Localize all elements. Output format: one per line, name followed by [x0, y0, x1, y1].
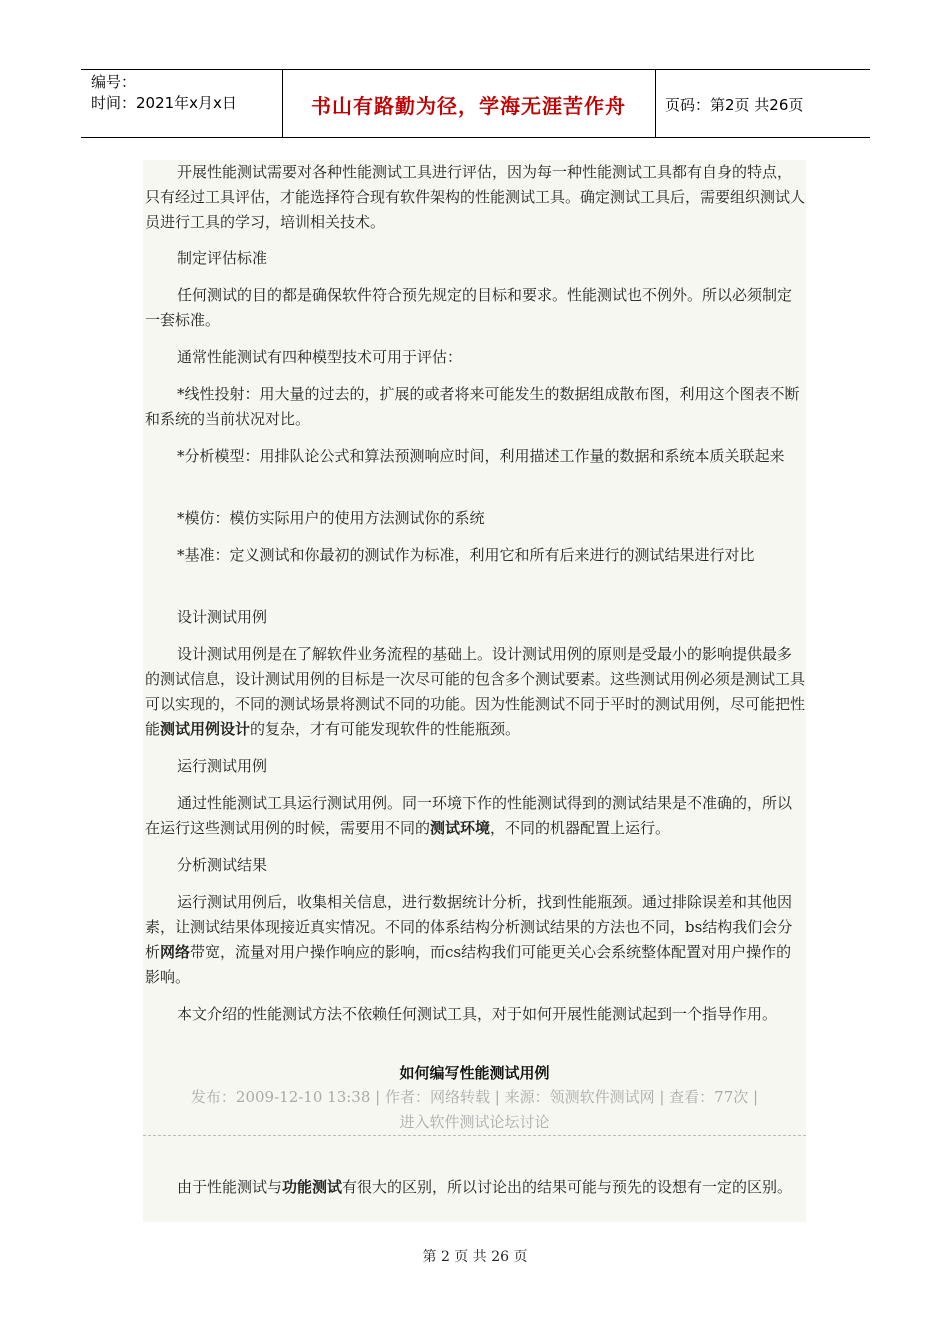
paragraph-performance-vs-functional: [145, 1175, 805, 1200]
header-divider-right: [655, 70, 656, 137]
paragraph-design-cases: [145, 642, 805, 742]
document-body: [143, 160, 806, 1222]
header-meta: [91, 72, 237, 114]
header-table: [81, 69, 870, 138]
paragraph-conclusion: 本文介绍的性能测试方法不依赖任何测试工具，对于如何开展性能测试起到一个指导作用。: [177, 1005, 778, 1023]
paragraph-criteria: 任何测试的目的都是确保软件符合预先规定的目标和要求。性能测试也不例外。所以必须制定一套标准。: [145, 286, 793, 329]
text-segment: ，不同的机器配置上运行。: [490, 819, 671, 837]
dashed-divider: [143, 1135, 806, 1137]
paragraph-intro: 开展性能测试需要对各种性能测试工具进行评估，因为每一种性能测试工具都有自身的特点，只有经过工具评估，才能选择符合现有软件架构的性能测试工具。确定测试工具后，需要组织测试人员进行工具的学习，培训相关技术。: [145, 163, 806, 231]
text-segment: 带宽，流量对用户操作响应的影响，而cs结构我们可能更关心会系统整体配置对用户操作的影响。: [145, 943, 792, 986]
paragraph-models-intro: 通常性能测试有四种模型技术可用于评估：: [177, 348, 463, 366]
text-segment: 设计测试用例是在了解软件业务流程的基础上。设计测试用例的原则是受最小的影响提供最多的测试信息，设计测试用例的目标是一次尽可能的包含多个测试要素。这些测试用例必须是测试工具可以实现的，不同的测试场景将测试不同的功能。因为性能测试不同于平时的测试用例，尽可能把性能: [145, 645, 806, 738]
heading-design-cases: 设计测试用例: [177, 608, 268, 626]
text-segment: 由于性能测试与: [177, 1178, 283, 1196]
forum-link[interactable]: 进入软件测试论坛讨论: [399, 1113, 550, 1131]
header-motto: 书山有路勤为径，学海无涯苦作舟: [311, 94, 626, 118]
bullet-analytical-model: *分析模型：用排队论公式和算法预测响应时间，利用描述工作量的数据和系统本质关联起来: [177, 447, 785, 465]
keyword-test-environment[interactable]: 测试环境: [430, 819, 491, 837]
article-title: 如何编写性能测试用例: [399, 1064, 550, 1082]
bullet-linear-projection: *线性投射：用大量的过去的，扩展的或者将来可能发生的数据组成散布图，利用这个图表不断和系统的当前状况对比。: [145, 385, 800, 428]
keyword-test-case-design[interactable]: 测试用例设计: [160, 720, 251, 738]
doc-number-label: 编号：: [91, 73, 137, 91]
paragraph-analyze-results: [145, 890, 805, 990]
text-segment: 的复杂，才有可能发现软件的性能瓶颈。: [250, 720, 521, 738]
bullet-simulation: *模仿：模仿实际用户的使用方法测试你的系统: [177, 509, 485, 527]
page-footer: 第 2 页 共 26 页: [422, 1249, 528, 1265]
text-segment: 有很大的区别，所以讨论出的结果可能与预先的设想有一定的区别。: [342, 1178, 793, 1196]
text-segment: 通过性能测试工具运行测试用例。同一环境下作的性能测试得到的测试结果是不准确的，所以在运行这些测试用例的时候，需要用不同的: [145, 794, 793, 837]
heading-evaluation-criteria: 制定评估标准: [177, 249, 268, 267]
bullet-benchmark: *基准：定义测试和你最初的测试作为标准，利用它和所有后来进行的测试结果进行对比: [177, 546, 755, 564]
heading-run-cases: 运行测试用例: [177, 757, 268, 775]
doc-time-label: 时间：2021年x月x日: [91, 94, 237, 112]
paragraph-run-cases: [145, 791, 805, 841]
text-segment: 运行测试用例后，收集相关信息，进行数据统计分析，找到性能瓶颈。通过排除误差和其他因素，让测试结果体现接近真实情况。不同的体系结构分析测试结果的方法也不同，bs结构我们会分析: [145, 893, 793, 961]
header-page-info: 页码：第2页 共26页: [665, 96, 804, 114]
keyword-functional-testing[interactable]: 功能测试: [282, 1178, 343, 1196]
heading-analyze-results: 分析测试结果: [177, 856, 268, 874]
article-meta: 发布：2009-12-10 13:38 | 作者：网络转载 | 来源：领测软件测试网 | 查看：77次 |: [190, 1088, 759, 1106]
keyword-network[interactable]: 网络: [160, 943, 191, 961]
